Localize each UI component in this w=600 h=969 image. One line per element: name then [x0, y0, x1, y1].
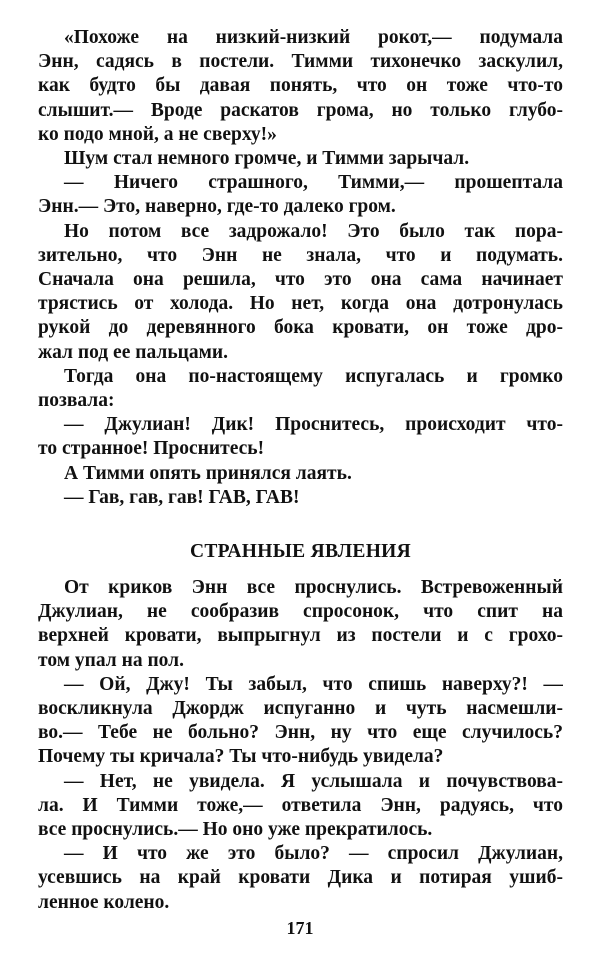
text-line: ла. И Тимми тоже,— ответила Энн, радуясь, что: [38, 794, 563, 816]
text-line: — Джулиан! Дик! Проснитесь, происходит что-: [64, 414, 563, 436]
text-line: Энн, садясь в постели. Тимми тихонечко заскулил,: [38, 51, 563, 73]
text-line: верхней кровати, выпрыгнул из постели и с грохо-: [38, 625, 563, 647]
text-line: рукой до деревянного бока кровати, он тоже дро-: [38, 317, 563, 339]
text-line: Тогда она по-настоящему испугалась и громко: [64, 365, 563, 387]
text-line: зительно, что Энн не знала, что и подумать.: [38, 244, 563, 266]
text-block-bottom: [38, 576, 563, 915]
text-line: ко подо мной, а не сверху!»: [38, 123, 277, 145]
text-line: Джулиан, не сообразив спросонок, что спит на: [38, 601, 563, 623]
text-line: жал под ее пальцами.: [38, 341, 229, 363]
text-line: А Тимми опять принялся лаять.: [64, 462, 352, 484]
text-line: трястись от холода. Но нет, когда она дотронулась: [38, 293, 563, 315]
text-line: Сначала она решила, что это она сама начинает: [38, 269, 563, 291]
text-line: ленное колено.: [38, 891, 170, 913]
text-block-top: [38, 26, 563, 510]
text-line: «Похоже на низкий-низкий рокот,— подумала: [64, 27, 563, 48]
text-line: во.— Тебе не больно? Энн, ну что еще случилось?: [38, 722, 563, 744]
text-line: Энн.— Это, наверно, где-то далеко гром.: [38, 196, 396, 218]
text-line: — Ой, Джу! Ты забыл, что спишь наверху?! —: [64, 673, 563, 695]
text-line: Почему ты кричала? Ты что-нибудь увидела?: [38, 746, 444, 768]
text-line: От криков Энн все проснулись. Встревоженный: [64, 577, 563, 598]
text-line: то странное! Проснитесь!: [38, 438, 265, 460]
text-line: все проснулись.— Но оно уже прекратилось.: [38, 819, 433, 841]
page-number: 171: [286, 918, 314, 938]
text-line: — Ничего страшного, Тимми,— прошептала: [64, 172, 563, 194]
text-line: — Нет, не увидела. Я услышала и почувствова-: [64, 770, 563, 792]
text-line: усевшись на край кровати Дика и потирая ушиб-: [38, 867, 563, 889]
text-line: том упал на пол.: [38, 649, 184, 671]
chapter-heading: СТРАННЫЕ ЯВЛЕНИЯ: [189, 541, 412, 562]
text-line: слышит.— Вроде раскатов грома, но только глубо-: [38, 99, 563, 121]
text-line: — И что же это было? — спросил Джулиан,: [64, 843, 563, 865]
text-line: как будто бы давая понять, что он тоже что-то: [38, 75, 563, 97]
text-line: Шум стал немного громче, и Тимми зарычал.: [64, 148, 470, 170]
text-line: Но потом все задрожало! Это было так пора-: [64, 220, 563, 242]
text-line: позвала:: [38, 390, 115, 412]
text-line: воскликнула Джордж испуганно и чуть насмешли-: [38, 698, 563, 720]
text-line: — Гав, гав, гав! ГАВ, ГАВ!: [64, 486, 300, 508]
